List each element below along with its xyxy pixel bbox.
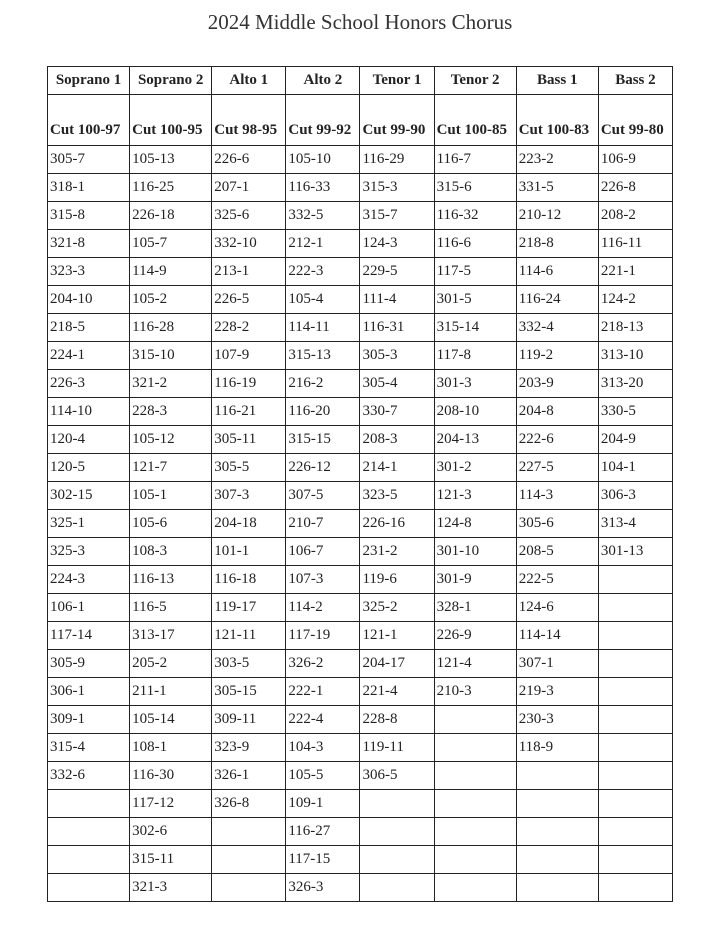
table-cell: 104-3 (286, 734, 360, 762)
table-cell: 105-14 (130, 706, 212, 734)
table-cell: 114-9 (130, 258, 212, 286)
column-header: Alto 1 (212, 67, 286, 95)
table-cell: 111-4 (360, 286, 434, 314)
table-cell (434, 846, 516, 874)
table-cell: 228-2 (212, 314, 286, 342)
table-cell: 301-9 (434, 566, 516, 594)
table-body (48, 146, 673, 902)
table-cell: 105-6 (130, 510, 212, 538)
table-cell: 106-7 (286, 538, 360, 566)
table-cell: 226-8 (598, 174, 672, 202)
table-cell (598, 790, 672, 818)
table-cell: 204-10 (48, 286, 130, 314)
table-cell: 222-4 (286, 706, 360, 734)
table-cell: 301-13 (598, 538, 672, 566)
table-cell: 106-1 (48, 594, 130, 622)
table-cell: 301-5 (434, 286, 516, 314)
table-cell: 208-3 (360, 426, 434, 454)
column-header: Soprano 2 (130, 67, 212, 95)
table-cell: 228-3 (130, 398, 212, 426)
table-cell: 210-12 (516, 202, 598, 230)
table-cell: 116-24 (516, 286, 598, 314)
table-cell: 315-15 (286, 426, 360, 454)
table-cell (434, 818, 516, 846)
table-cell: 222-5 (516, 566, 598, 594)
table-cell (516, 762, 598, 790)
table-cell: 326-1 (212, 762, 286, 790)
table-cell (598, 874, 672, 902)
table-cell (434, 790, 516, 818)
table-cell: 303-5 (212, 650, 286, 678)
column-header: Tenor 2 (434, 67, 516, 95)
table-cell: 121-7 (130, 454, 212, 482)
table-cell: 117-15 (286, 846, 360, 874)
table-cell: 313-17 (130, 622, 212, 650)
table-cell: 117-14 (48, 622, 130, 650)
table-cell: 226-6 (212, 146, 286, 174)
table-cell: 325-1 (48, 510, 130, 538)
table-cell: 205-2 (130, 650, 212, 678)
cut-score-label: Cut 98-95 (212, 95, 286, 146)
table-cell: 116-11 (598, 230, 672, 258)
table-cell: 116-29 (360, 146, 434, 174)
table-cell: 224-3 (48, 566, 130, 594)
table-row (48, 510, 673, 538)
table-cell: 105-12 (130, 426, 212, 454)
table-cell: 226-16 (360, 510, 434, 538)
table-cell: 116-18 (212, 566, 286, 594)
honors-chorus-table (47, 66, 673, 902)
table-cell (516, 846, 598, 874)
table-cell: 124-6 (516, 594, 598, 622)
table-cell: 218-13 (598, 314, 672, 342)
table-cell: 106-9 (598, 146, 672, 174)
table-cell: 313-20 (598, 370, 672, 398)
table-cell (434, 762, 516, 790)
table-cell: 318-1 (48, 174, 130, 202)
table-cell: 116-7 (434, 146, 516, 174)
table-cell: 222-3 (286, 258, 360, 286)
table-cell: 107-3 (286, 566, 360, 594)
table-cell: 121-4 (434, 650, 516, 678)
table-cell: 116-5 (130, 594, 212, 622)
table-row (48, 286, 673, 314)
table-cell: 105-7 (130, 230, 212, 258)
table-cell: 330-7 (360, 398, 434, 426)
cut-score-label: Cut 99-90 (360, 95, 434, 146)
table-cell: 116-33 (286, 174, 360, 202)
table-cell (598, 762, 672, 790)
table-cell: 105-1 (130, 482, 212, 510)
table-cell: 302-15 (48, 482, 130, 510)
table-cell: 116-20 (286, 398, 360, 426)
table-cell: 305-9 (48, 650, 130, 678)
table-cell: 214-1 (360, 454, 434, 482)
table-cell: 325-3 (48, 538, 130, 566)
table-cell: 226-3 (48, 370, 130, 398)
table-cell: 105-13 (130, 146, 212, 174)
table-cell: 212-1 (286, 230, 360, 258)
table-cell: 321-8 (48, 230, 130, 258)
table-cell: 107-9 (212, 342, 286, 370)
table-cell: 332-4 (516, 314, 598, 342)
table-cell: 120-4 (48, 426, 130, 454)
table-cell (48, 846, 130, 874)
table-cell (360, 874, 434, 902)
table-cell: 315-13 (286, 342, 360, 370)
table-cell: 313-10 (598, 342, 672, 370)
cut-score-label: Cut 100-85 (434, 95, 516, 146)
table-cell: 114-10 (48, 398, 130, 426)
table-row (48, 790, 673, 818)
table-cell: 116-30 (130, 762, 212, 790)
table-cell: 124-8 (434, 510, 516, 538)
table-cell: 204-18 (212, 510, 286, 538)
table-cell (516, 874, 598, 902)
table-cell: 213-1 (212, 258, 286, 286)
table-row (48, 622, 673, 650)
table-row (48, 174, 673, 202)
table-cell: 116-25 (130, 174, 212, 202)
table-cell: 114-6 (516, 258, 598, 286)
table-cell: 332-6 (48, 762, 130, 790)
table-cell (212, 818, 286, 846)
table-row (48, 258, 673, 286)
table-cell (360, 846, 434, 874)
table-cell (598, 650, 672, 678)
table-cell: 119-6 (360, 566, 434, 594)
table-cell: 204-17 (360, 650, 434, 678)
table-row (48, 650, 673, 678)
column-header: Bass 1 (516, 67, 598, 95)
cut-score-label: Cut 100-83 (516, 95, 598, 146)
table-cell: 332-5 (286, 202, 360, 230)
table-cell (434, 734, 516, 762)
table-cell: 117-19 (286, 622, 360, 650)
table-cell: 301-3 (434, 370, 516, 398)
table-cell (598, 734, 672, 762)
table-cell: 119-2 (516, 342, 598, 370)
table-cell: 315-4 (48, 734, 130, 762)
table-cell: 221-1 (598, 258, 672, 286)
table-row (48, 314, 673, 342)
table-cell (598, 846, 672, 874)
table-cell: 218-8 (516, 230, 598, 258)
table-cell: 315-14 (434, 314, 516, 342)
table-cell: 227-5 (516, 454, 598, 482)
table-cell: 305-11 (212, 426, 286, 454)
table-cell: 116-27 (286, 818, 360, 846)
table-cell: 210-3 (434, 678, 516, 706)
table-row (48, 146, 673, 174)
table-row (48, 454, 673, 482)
table-row (48, 706, 673, 734)
table-cell: 108-1 (130, 734, 212, 762)
table-cell: 332-10 (212, 230, 286, 258)
table-row (48, 762, 673, 790)
table-cell: 326-8 (212, 790, 286, 818)
table-cell: 305-3 (360, 342, 434, 370)
table-cell: 228-8 (360, 706, 434, 734)
table-cell: 114-14 (516, 622, 598, 650)
table-cell: 222-6 (516, 426, 598, 454)
table-cell (598, 706, 672, 734)
table-cell (598, 566, 672, 594)
cut-score-label: Cut 100-95 (130, 95, 212, 146)
table-cell: 222-1 (286, 678, 360, 706)
table-cell: 105-10 (286, 146, 360, 174)
table-cell: 223-2 (516, 146, 598, 174)
table-cell (360, 790, 434, 818)
column-header: Soprano 1 (48, 67, 130, 95)
table-cell: 331-5 (516, 174, 598, 202)
table-cell: 109-1 (286, 790, 360, 818)
table-row (48, 342, 673, 370)
table-cell: 226-5 (212, 286, 286, 314)
table-row (48, 594, 673, 622)
table-row (48, 230, 673, 258)
table-cell: 120-5 (48, 454, 130, 482)
table-cell: 325-6 (212, 202, 286, 230)
table-cell: 326-2 (286, 650, 360, 678)
table-cell: 116-19 (212, 370, 286, 398)
table-cell: 117-8 (434, 342, 516, 370)
table-cell: 231-2 (360, 538, 434, 566)
cut-score-label: Cut 99-92 (286, 95, 360, 146)
table-cell: 204-9 (598, 426, 672, 454)
table-cell: 119-11 (360, 734, 434, 762)
table-cell: 116-31 (360, 314, 434, 342)
table-cell (212, 846, 286, 874)
table-cell: 114-2 (286, 594, 360, 622)
table-cell: 116-21 (212, 398, 286, 426)
table-cell: 124-3 (360, 230, 434, 258)
table-row (48, 678, 673, 706)
table-row (48, 818, 673, 846)
table-cell: 307-5 (286, 482, 360, 510)
table-cell: 119-17 (212, 594, 286, 622)
table-cell: 101-1 (212, 538, 286, 566)
cut-score-header-row (48, 95, 673, 146)
table-cell: 315-8 (48, 202, 130, 230)
table-cell: 307-1 (516, 650, 598, 678)
table-cell: 204-8 (516, 398, 598, 426)
table-row (48, 370, 673, 398)
table-cell: 305-7 (48, 146, 130, 174)
table-cell: 306-3 (598, 482, 672, 510)
table-cell: 121-3 (434, 482, 516, 510)
table-cell: 203-9 (516, 370, 598, 398)
table-cell: 315-11 (130, 846, 212, 874)
table-cell: 216-2 (286, 370, 360, 398)
table-cell: 306-5 (360, 762, 434, 790)
table-row (48, 482, 673, 510)
table-cell: 105-5 (286, 762, 360, 790)
table-cell: 117-5 (434, 258, 516, 286)
table-cell: 306-1 (48, 678, 130, 706)
table-cell: 121-11 (212, 622, 286, 650)
table-row (48, 538, 673, 566)
table-cell: 226-12 (286, 454, 360, 482)
table-cell (598, 622, 672, 650)
column-header: Tenor 1 (360, 67, 434, 95)
table-cell: 105-4 (286, 286, 360, 314)
table-cell: 105-2 (130, 286, 212, 314)
table-cell: 224-1 (48, 342, 130, 370)
table-cell (434, 874, 516, 902)
table-cell: 321-2 (130, 370, 212, 398)
table-cell: 104-1 (598, 454, 672, 482)
table-cell: 114-11 (286, 314, 360, 342)
table-cell: 124-2 (598, 286, 672, 314)
table-cell: 116-13 (130, 566, 212, 594)
table-cell: 326-3 (286, 874, 360, 902)
table-cell: 309-11 (212, 706, 286, 734)
cut-score-label: Cut 100-97 (48, 95, 130, 146)
table-row (48, 846, 673, 874)
table-cell: 229-5 (360, 258, 434, 286)
table-cell: 305-15 (212, 678, 286, 706)
table-cell: 330-5 (598, 398, 672, 426)
table-row (48, 202, 673, 230)
table-cell (48, 790, 130, 818)
table-cell: 323-5 (360, 482, 434, 510)
voice-part-header-row (48, 67, 673, 95)
table-cell: 218-5 (48, 314, 130, 342)
table-cell: 219-3 (516, 678, 598, 706)
table-cell: 226-9 (434, 622, 516, 650)
table-cell: 307-3 (212, 482, 286, 510)
table-row (48, 426, 673, 454)
table-cell: 325-2 (360, 594, 434, 622)
table-cell: 315-6 (434, 174, 516, 202)
table-row (48, 566, 673, 594)
table-cell: 116-28 (130, 314, 212, 342)
table-cell (434, 706, 516, 734)
table-cell: 204-13 (434, 426, 516, 454)
table-cell: 315-7 (360, 202, 434, 230)
table-cell (48, 874, 130, 902)
table-cell: 117-12 (130, 790, 212, 818)
table-cell (598, 594, 672, 622)
column-header: Bass 2 (598, 67, 672, 95)
table-cell: 121-1 (360, 622, 434, 650)
table-cell: 221-4 (360, 678, 434, 706)
table-cell: 305-6 (516, 510, 598, 538)
table-row (48, 398, 673, 426)
table-cell: 315-10 (130, 342, 212, 370)
table-cell: 108-3 (130, 538, 212, 566)
table-cell: 114-3 (516, 482, 598, 510)
table-cell: 321-3 (130, 874, 212, 902)
table-cell: 315-3 (360, 174, 434, 202)
table-cell: 323-9 (212, 734, 286, 762)
table-cell: 301-10 (434, 538, 516, 566)
table-cell: 305-4 (360, 370, 434, 398)
table-cell: 208-5 (516, 538, 598, 566)
table-cell (516, 818, 598, 846)
table-cell: 323-3 (48, 258, 130, 286)
table-cell: 301-2 (434, 454, 516, 482)
table-cell: 207-1 (212, 174, 286, 202)
table-cell: 118-9 (516, 734, 598, 762)
table-cell: 302-6 (130, 818, 212, 846)
table-cell (212, 874, 286, 902)
table-row (48, 734, 673, 762)
table-cell: 210-7 (286, 510, 360, 538)
table-cell (360, 818, 434, 846)
table-cell: 313-4 (598, 510, 672, 538)
table-row (48, 874, 673, 902)
page-title: 2024 Middle School Honors Chorus (207, 10, 513, 34)
table-cell: 328-1 (434, 594, 516, 622)
table-cell: 116-32 (434, 202, 516, 230)
table-cell (598, 678, 672, 706)
table-cell: 208-10 (434, 398, 516, 426)
table-cell: 211-1 (130, 678, 212, 706)
table-cell: 305-5 (212, 454, 286, 482)
column-header: Alto 2 (286, 67, 360, 95)
table-cell: 208-2 (598, 202, 672, 230)
table-cell: 309-1 (48, 706, 130, 734)
table-cell: 226-18 (130, 202, 212, 230)
cut-score-label: Cut 99-80 (598, 95, 672, 146)
table-cell (48, 818, 130, 846)
table-cell (516, 790, 598, 818)
table-cell: 116-6 (434, 230, 516, 258)
table-cell: 230-3 (516, 706, 598, 734)
table-cell (598, 818, 672, 846)
